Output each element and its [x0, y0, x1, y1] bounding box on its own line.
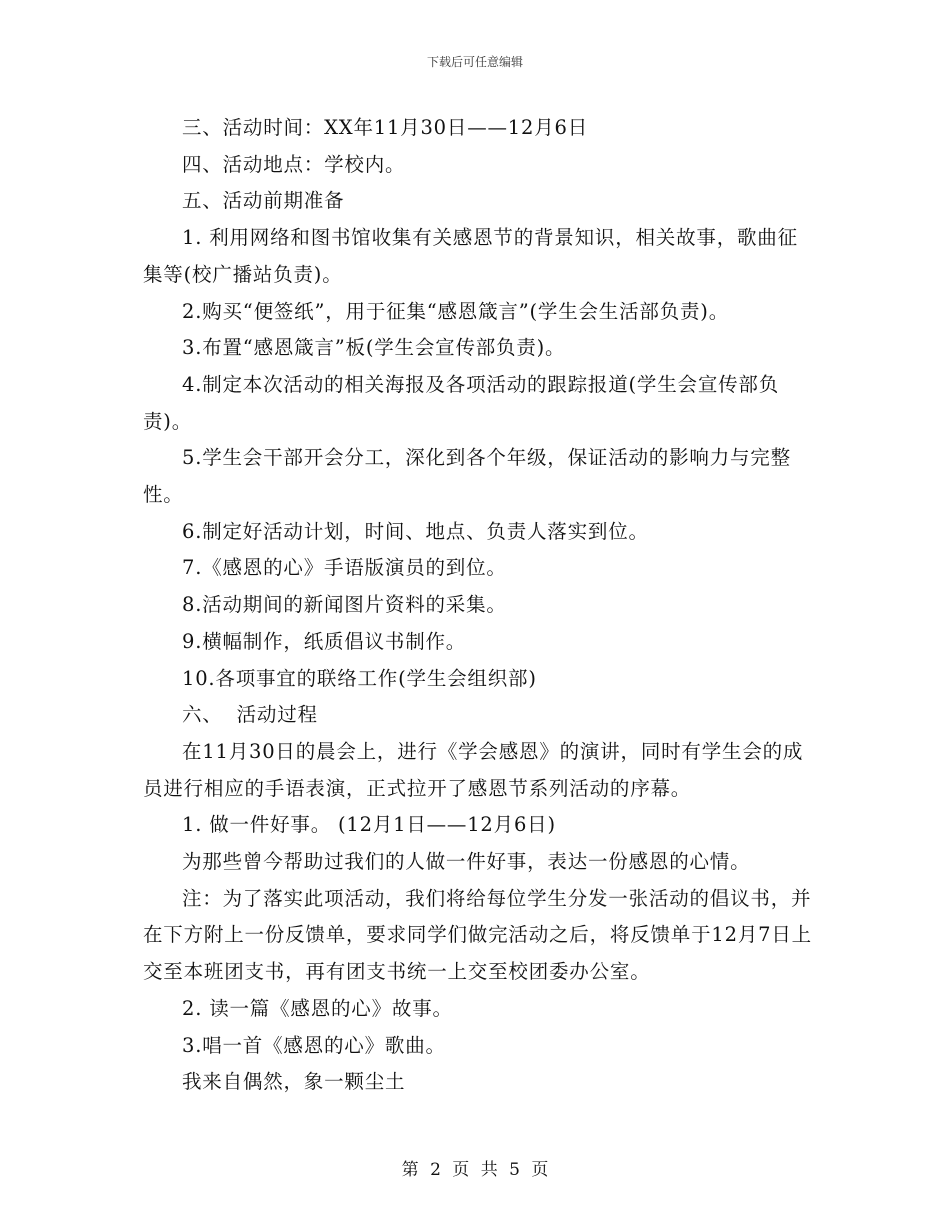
paragraph-preparation-heading: 五、活动前期准备 [182, 189, 345, 213]
paragraph-prep-item-9: 9.横幅制作，纸质倡议书制作。 [182, 629, 467, 653]
paragraph-song-lyric: 我来自偶然，象一颗尘土 [182, 1070, 406, 1094]
paragraph-prep-item-6: 6.制定好活动计划，时间、地点、负责人落实到位。 [182, 519, 649, 543]
paragraph-activity-time: 三、活动时间：XX年11月30日——12月6日 [182, 116, 589, 139]
page-header: 下载后可任意编辑 [426, 55, 523, 69]
paragraph-prep-item-8: 8.活动期间的新闻图片资料的采集。 [182, 593, 507, 617]
paragraph-prep-item-1: 1. 利用网络和图书馆收集有关感恩节的背景知识，相关故事，歌曲征集等(校广播站负责)。 [143, 226, 798, 286]
paragraph-prep-item-4: 4.制定本次活动的相关海报及各项活动的跟踪报道(学生会宣传部负责)。 [143, 372, 780, 433]
paragraph-process-heading: 六、 活动过程 [182, 703, 318, 727]
document-body [143, 110, 815, 1101]
paragraph-process-intro: 在11月30日的晨会上，进行《学会感恩》的演讲，同时有学生会的成员进行相应的手语表演，正式拉开了感恩节系列活动的序幕。 [143, 739, 804, 800]
paragraph-prep-item-2: 2.购买“便签纸”，用于征集“感恩箴言”(学生会生活部负责)。 [182, 299, 729, 323]
page-number: 第 2 页 共 5 页 [401, 1160, 549, 1180]
paragraph-process-item-1-desc: 为那些曾今帮助过我们的人做一件好事，表达一份感恩的心情。 [182, 850, 751, 874]
paragraph-prep-item-3: 3.布置“感恩箴言”板(学生会宣传部负责)。 [182, 336, 566, 360]
paragraph-process-item-1: 1. 做一件好事。 (12月1日——12月6日) [182, 813, 556, 837]
paragraph-process-note: 注：为了落实此项活动，我们将给每位学生分发一张活动的倡议书，并在下方附上一份反馈单，要求同学们做完活动之后，将反馈单于12月7日上交至本班团支书，再有团支书统一上交至校团委办公室。 [143, 886, 812, 984]
paragraph-prep-item-7: 7.《感恩的心》手语版演员的到位。 [182, 556, 507, 580]
paragraph-prep-item-10: 10.各项事宜的联络工作(学生会组织部) [182, 666, 537, 690]
paragraph-process-item-3: 3.唱一首《感恩的心》歌曲。 [182, 1033, 446, 1057]
paragraph-prep-item-5: 5.学生会干部开会分工，深化到各个年级，保证活动的影响力与完整性。 [143, 446, 791, 507]
paragraph-process-item-2: 2. 读一篇《感恩的心》故事。 [182, 996, 453, 1020]
paragraph-activity-location: 四、活动地点：学校内。 [182, 152, 406, 176]
